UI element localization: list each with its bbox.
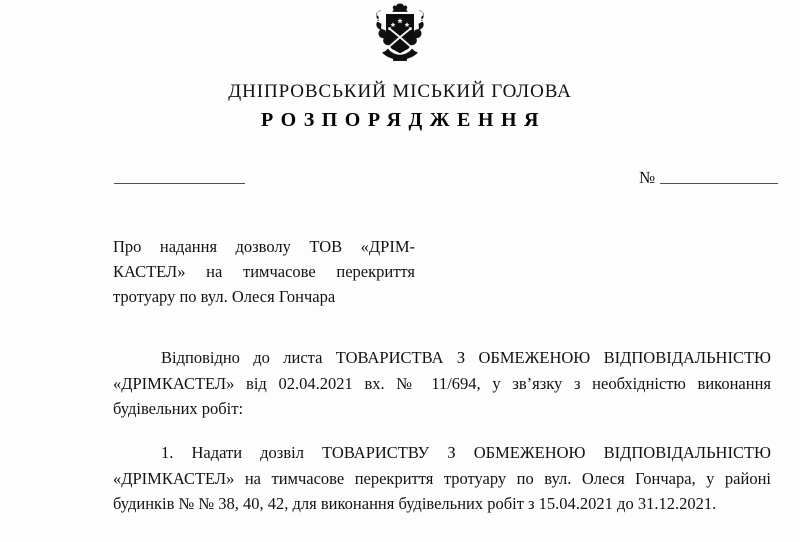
paragraph-body: 1. Надати дозвіл ТОВАРИСТВУ З ОБМЕЖЕНОЮ ВІДПОВІДАЛЬНІСТЮ «ДРІМКАСТЕЛ» на тимчасове перекриття тротуару по вул. Олеся Гончара, у районі будинків № № 38, 40, 42, для виконання будівельних робіт з 15.04.2021 до 31.12.2021. — [113, 443, 771, 513]
numero-symbol: № — [639, 168, 656, 187]
coat-of-arms-icon — [369, 3, 431, 63]
authority-title: ДНІПРОВСЬКИЙ МІСЬКИЙ ГОЛОВА — [228, 81, 572, 102]
header-block — [0, 80, 800, 133]
emblem-container — [0, 3, 800, 63]
meta-row — [0, 168, 800, 194]
subject-text: Про надання дозволу ТОВ «ДРІМ-КАСТЕЛ» на тимчасове перекриття тротуару по вул. Олеся Гончара — [113, 237, 415, 306]
paragraph-body: Відповідно до листа ТОВАРИСТВА З ОБМЕЖЕНОЮ ВІДПОВІДАЛЬНІСТЮ «ДРІМКАСТЕЛ» від 02.04.2021 вх. № 11/694, у зв’язку з необхідністю виконання будівельних робіт: — [113, 348, 771, 418]
paragraph-text — [113, 345, 771, 422]
date-blank-line[interactable] — [114, 183, 245, 184]
document-type-title: РОЗПОРЯДЖЕННЯ — [261, 109, 546, 131]
paragraph-preamble — [113, 345, 771, 422]
paragraph-text — [113, 440, 771, 517]
paragraph-item-1 — [113, 440, 771, 517]
subject-block — [113, 234, 415, 309]
number-blank-line[interactable] — [660, 183, 778, 184]
